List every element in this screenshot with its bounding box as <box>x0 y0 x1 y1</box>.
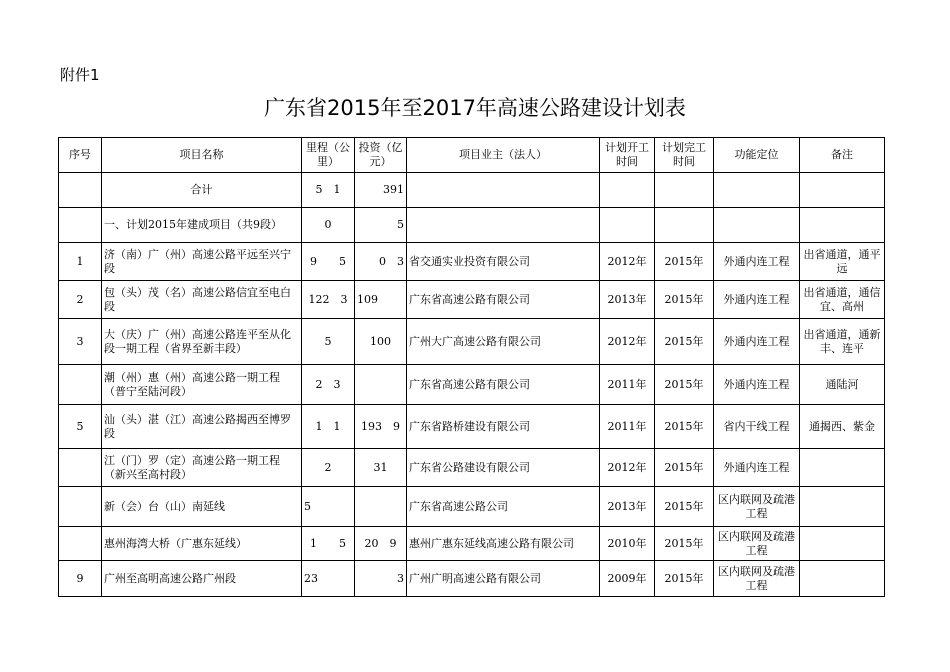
cell-km: 5 <box>302 487 355 527</box>
cell-name: 济（南）广（州）高速公路平远至兴宁段 <box>102 243 302 281</box>
cell-start: 2012年 <box>600 243 655 281</box>
cell-name: 包（头）茂（名）高速公路信宜至电白段 <box>102 281 302 319</box>
cell-investment: 109 <box>355 281 407 319</box>
cell-investment <box>355 487 407 527</box>
header-name: 项目名称 <box>102 138 302 173</box>
cell-seq: 2 <box>59 281 102 319</box>
table-row <box>59 405 885 449</box>
cell-owner: 广州广明高速公路有限公司 <box>407 561 600 597</box>
table-row <box>59 243 885 281</box>
cell-note <box>800 487 885 527</box>
cell-owner: 广东省公路建设有限公司 <box>407 449 600 487</box>
header-owner: 项目业主（法人） <box>407 138 600 173</box>
cell-km: 2 <box>302 449 355 487</box>
cell-name: 惠州海湾大桥（广惠东延线） <box>102 527 302 561</box>
header-function: 功能定位 <box>714 138 800 173</box>
cell-name: 江（门）罗（定）高速公路一期工程（新兴至高村段） <box>102 449 302 487</box>
cell-km: 1 5 <box>302 527 355 561</box>
total-label: 合计 <box>102 173 302 208</box>
cell-start: 2011年 <box>600 405 655 449</box>
cell-function: 外通内连工程 <box>714 449 800 487</box>
cell-seq <box>59 487 102 527</box>
cell-function: 外通内连工程 <box>714 319 800 365</box>
cell-seq <box>59 365 102 405</box>
cell-end: 2015年 <box>655 561 714 597</box>
cell-function: 外通内连工程 <box>714 281 800 319</box>
cell-investment: 0 3 <box>355 243 407 281</box>
cell-km: 5 <box>302 319 355 365</box>
cell-function: 外通内连工程 <box>714 365 800 405</box>
cell-end: 2015年 <box>655 449 714 487</box>
cell-note: 通揭西、紫金 <box>800 405 885 449</box>
cell-owner: 广东省高速公路有限公司 <box>407 365 600 405</box>
cell-owner: 广东省路桥建设有限公司 <box>407 405 600 449</box>
cell-km: 23 <box>302 561 355 597</box>
cell-km: 9 5 <box>302 243 355 281</box>
cell-investment <box>355 365 407 405</box>
cell-end: 2015年 <box>655 281 714 319</box>
header-end: 计划完工时间 <box>655 138 714 173</box>
cell-end: 2015年 <box>655 243 714 281</box>
cell-note: 出省通道，通信宜、高州 <box>800 281 885 319</box>
cell-start: 2012年 <box>600 319 655 365</box>
header-km: 里程（公里） <box>302 138 355 173</box>
cell-seq: 1 <box>59 243 102 281</box>
cell-owner: 广东省高速公路有限公司 <box>407 281 600 319</box>
cell-note: 出省通道，通平远 <box>800 243 885 281</box>
table-row <box>59 561 885 597</box>
cell-function: 省内干线工程 <box>714 405 800 449</box>
total-seq <box>59 173 102 208</box>
table-row <box>59 365 885 405</box>
document-title: 广东省2015年至2017年高速公路建设计划表 <box>264 96 686 120</box>
cell-start: 2013年 <box>600 281 655 319</box>
cell-name: 潮（州）惠（州）高速公路一期工程（普宁至陆河段） <box>102 365 302 405</box>
cell-note <box>800 449 885 487</box>
cell-seq <box>59 449 102 487</box>
cell-km: 1 1 <box>302 405 355 449</box>
section-km: 0 <box>302 208 355 243</box>
cell-seq <box>59 527 102 561</box>
cell-seq: 3 <box>59 319 102 365</box>
cell-end: 2015年 <box>655 319 714 365</box>
table-row <box>59 449 885 487</box>
cell-name: 汕（头）湛（江）高速公路揭西至博罗段 <box>102 405 302 449</box>
cell-note <box>800 561 885 597</box>
cell-investment: 20 9 <box>355 527 407 561</box>
section-row <box>59 208 885 243</box>
cell-function: 区内联网及疏港工程 <box>714 487 800 527</box>
header-seq: 序号 <box>59 138 102 173</box>
cell-end: 2015年 <box>655 527 714 561</box>
cell-end: 2015年 <box>655 405 714 449</box>
cell-investment: 3 <box>355 561 407 597</box>
cell-investment: 31 <box>355 449 407 487</box>
cell-owner: 省交通实业投资有限公司 <box>407 243 600 281</box>
total-row <box>59 173 885 208</box>
cell-function: 区内联网及疏港工程 <box>714 561 800 597</box>
section-investment: 5 <box>355 208 407 243</box>
cell-end: 2015年 <box>655 365 714 405</box>
cell-function: 外通内连工程 <box>714 243 800 281</box>
cell-note <box>800 527 885 561</box>
cell-name: 广州至高明高速公路广州段 <box>102 561 302 597</box>
attachment-label: 附件1 <box>60 66 100 84</box>
cell-function: 区内联网及疏港工程 <box>714 527 800 561</box>
cell-note: 通陆河 <box>800 365 885 405</box>
table-row <box>59 319 885 365</box>
cell-seq: 5 <box>59 405 102 449</box>
cell-start: 2013年 <box>600 487 655 527</box>
header-investment: 投资（亿元） <box>355 138 407 173</box>
total-investment: 391 <box>355 173 407 208</box>
cell-owner: 惠州广惠东延线高速公路有限公司 <box>407 527 600 561</box>
total-km: 5 1 <box>302 173 355 208</box>
cell-km: 2 3 <box>302 365 355 405</box>
table-row <box>59 281 885 319</box>
header-row <box>59 138 885 173</box>
cell-km: 122 3 <box>302 281 355 319</box>
cell-start: 2010年 <box>600 527 655 561</box>
section-label: 一、计划2015年建成项目（共9段） <box>102 208 302 243</box>
header-note: 备注 <box>800 138 885 173</box>
cell-investment: 193 9 <box>355 405 407 449</box>
cell-start: 2009年 <box>600 561 655 597</box>
cell-start: 2011年 <box>600 365 655 405</box>
cell-name: 大（庆）广（州）高速公路连平至从化段一期工程（省界至新丰段） <box>102 319 302 365</box>
table-row <box>59 487 885 527</box>
header-start: 计划开工时间 <box>600 138 655 173</box>
construction-plan-table <box>58 137 885 597</box>
cell-name: 新（会）台（山）南延线 <box>102 487 302 527</box>
cell-seq: 9 <box>59 561 102 597</box>
cell-note: 出省通道，通新丰、连平 <box>800 319 885 365</box>
table-row <box>59 527 885 561</box>
cell-start: 2012年 <box>600 449 655 487</box>
cell-owner: 广东省高速公路公司 <box>407 487 600 527</box>
cell-owner: 广州大广高速公路有限公司 <box>407 319 600 365</box>
cell-end: 2015年 <box>655 487 714 527</box>
cell-investment: 100 <box>355 319 407 365</box>
